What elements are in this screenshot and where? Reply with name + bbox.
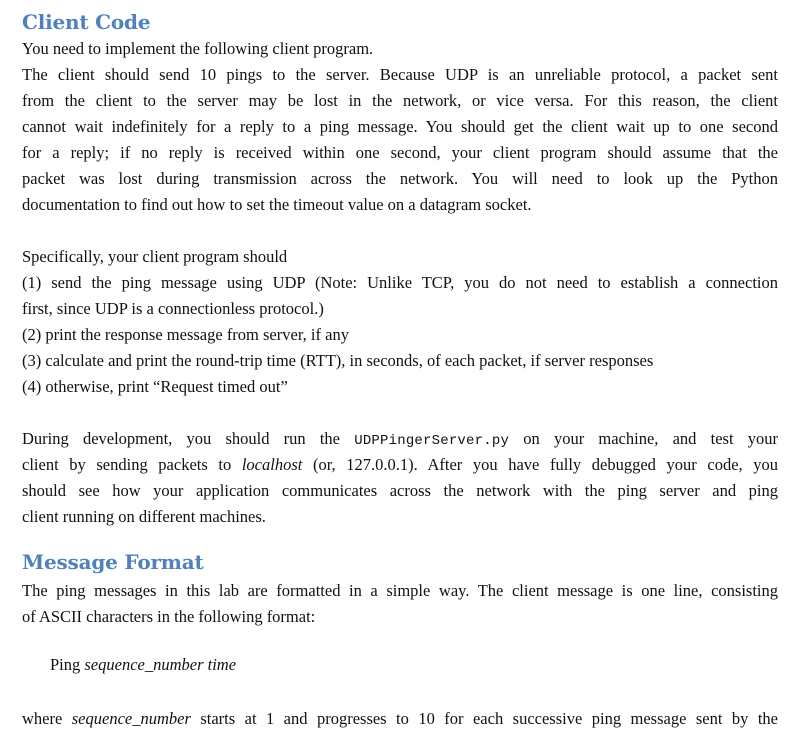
dev-text: client by sending packets to (22, 455, 242, 474)
intro-paragraph (22, 36, 778, 218)
intro-line: documentation to find out how to set the timeout value on a datagram socket. (22, 195, 532, 214)
dev-text: (or, 127.0.0.1). After you have fully debugged your code, you (302, 455, 778, 474)
development-line: should see how your application communicates across the network with the ping server and ping (22, 481, 778, 500)
sequence-number-term: sequence_number (71, 709, 191, 728)
example-ping-word: Ping (50, 655, 85, 674)
intro-line: You need to implement the following client program. (22, 39, 374, 58)
spec-line: (1) send the ping message using UDP (Note: Unlike TCP, you do not need to establish a connection (22, 273, 778, 292)
intro-line: The client should send 10 pings to the server. Because UDP is an unreliable protocol, a packet sent (22, 65, 778, 84)
intro-line: cannot wait indefinitely for a reply to a ping message. You should get the client wait up to one second (22, 117, 778, 136)
sequence-text: starts at 1 and progresses to 10 for each successive ping message sent by the (190, 709, 778, 728)
heading-message-format: Message Format (22, 550, 204, 574)
spec-line: (2) print the response message from server, if any (22, 325, 349, 344)
dev-text: During development, you should run the (22, 429, 355, 448)
format-line: of ASCII characters in the following format: (22, 607, 316, 626)
spec-line: (3) calculate and print the round-trip time (RTT), in seconds, of each packet, if server responses (22, 351, 654, 370)
server-filename-code: UDPPingerServer.py (354, 433, 510, 449)
localhost-term: localhost (241, 455, 303, 474)
intro-line: for a reply; if no reply is received within one second, your client program should assume that the (22, 143, 778, 162)
format-example (50, 652, 750, 678)
format-paragraph (22, 578, 778, 630)
format-line: The ping messages in this lab are formatted in a simple way. The client message is one line, consisting (22, 581, 778, 600)
sequence-line (22, 706, 778, 732)
intro-line: from the client to the server may be lost in the network, or vice versa. For this reason, the client (22, 91, 778, 110)
example-line (50, 652, 750, 678)
intro-line: packet was lost during transmission across the network. You will need to look up the Python (22, 169, 778, 188)
dev-text: on your machine, and test your (509, 429, 778, 448)
example-fields: sequence_number time (84, 655, 237, 674)
sequence-text: where (22, 709, 72, 728)
development-line (22, 452, 778, 478)
spec-line: first, since UDP is a connectionless protocol.) (22, 299, 324, 318)
development-line (22, 426, 778, 452)
spec-line: (4) otherwise, print “Request timed out” (22, 377, 288, 396)
heading-client-code: Client Code (22, 10, 151, 34)
spec-line: Specifically, your client program should (22, 247, 288, 266)
spec-paragraph (22, 244, 778, 400)
development-paragraph (22, 426, 778, 530)
sequence-paragraph (22, 706, 778, 732)
development-line: client running on different machines. (22, 507, 266, 526)
